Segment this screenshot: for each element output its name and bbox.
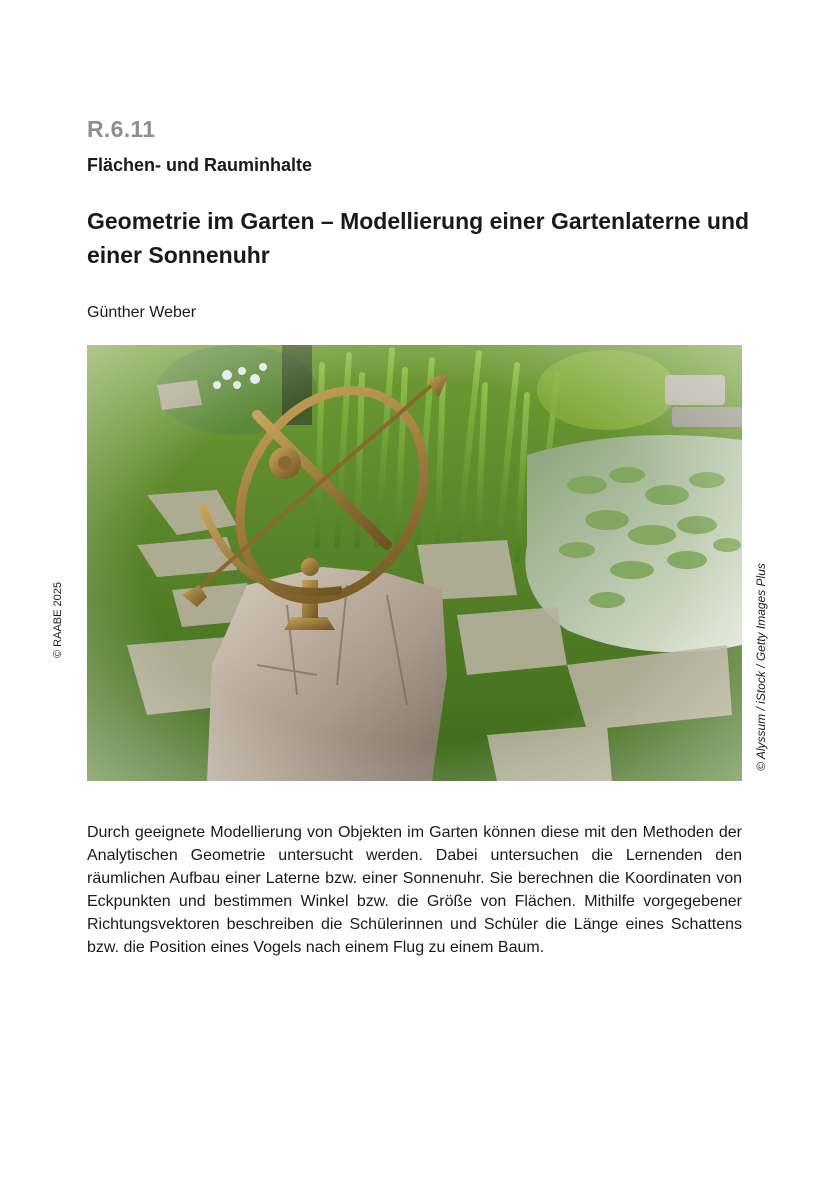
unit-code: R.6.11 [87, 116, 156, 142]
author-name: Günther Weber [87, 304, 197, 321]
page-title: Geometrie im Garten – Modellierung einer Gartenlaterne und einer Sonnenuhr [87, 208, 750, 268]
abstract-paragraph: Durch geeignete Modellierung von Objekten im Garten können diese mit den Methoden der Analytischen Geometrie untersucht werden. Dabei untersuchen die Lernenden den räumlichen Aufbau einer Laterne bzw. einer Sonnenuhr. Sie berechnen die Koordinaten von Eckpunkten und bestimmen Winkel bzw. die Größe von Flächen. Mithilfe vorgegebener Richtungsvektoren beschreiben die Schülerinnen und Schüler die Länge eines Schattens bzw. die Position eines Vogels nach einem Flug zu einem Baum. [87, 824, 742, 956]
image-credit: © Alyssum / iStock / Getty Images Plus [754, 563, 768, 771]
sundial-garden-illustration [87, 345, 742, 781]
cover-photo [87, 345, 742, 781]
category-heading: Flächen- und Rauminhalte [87, 155, 313, 175]
copyright-notice: © RAABE 2025 [52, 582, 64, 658]
